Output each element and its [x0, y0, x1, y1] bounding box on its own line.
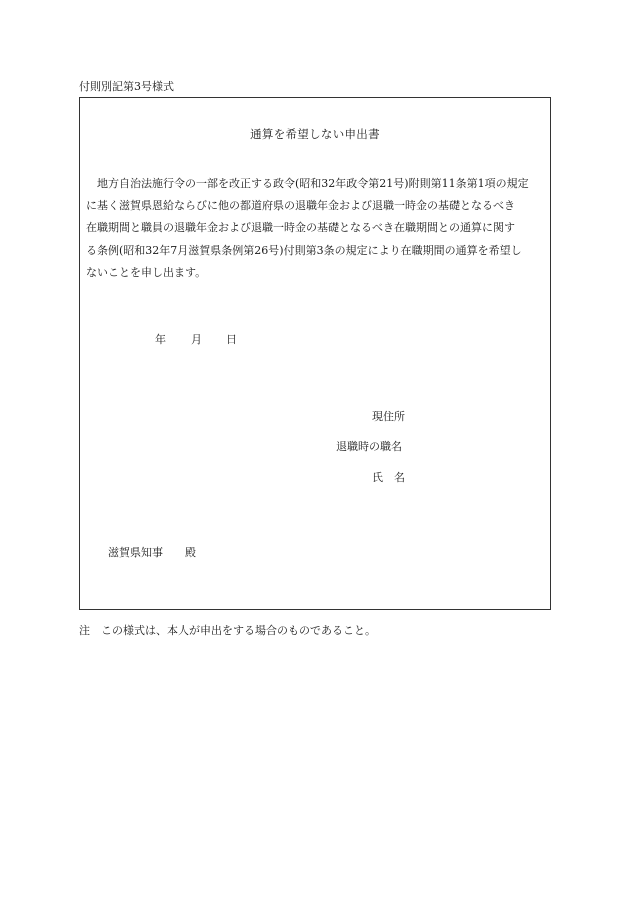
- date-year-label: 年: [155, 333, 166, 346]
- body-line: 地方自治法施行令の一部を改正する政令(昭和32年政令第21号)附則第11条第1項の規定: [86, 177, 529, 190]
- date-month-label: 月: [191, 333, 202, 346]
- addressee-recipient: 滋賀県知事: [108, 546, 163, 559]
- document-title: 通算を希望しない申出書: [250, 127, 380, 141]
- body-line: 在職期間と職員の退職年金および退職一時金の基礎となるべき在職期間との通算に関す: [86, 221, 515, 235]
- body-line: に基く滋賀県恩給ならびに他の都道府県の退職年金および退職一時金の基礎となるべき: [86, 199, 515, 213]
- name-label: 氏 名: [372, 471, 405, 484]
- form-number-label: 付則別記第3号様式: [79, 80, 174, 93]
- addressee: [108, 546, 196, 560]
- body-line: ないことを申し出ます。: [86, 265, 207, 279]
- position-label: 退職時の職名: [336, 440, 402, 453]
- footnote: 注 この様式は、本人が申出をする場合のものであること。: [79, 624, 376, 637]
- addressee-honorific: 殿: [185, 546, 196, 559]
- date-day-label: 日: [226, 333, 237, 346]
- declaration-body: [86, 173, 546, 284]
- body-line: る条例(昭和32年7月滋賀県条例第26号)付則第3条の規定により在職期間の通算を希望し: [86, 243, 522, 257]
- address-label: 現住所: [372, 410, 405, 423]
